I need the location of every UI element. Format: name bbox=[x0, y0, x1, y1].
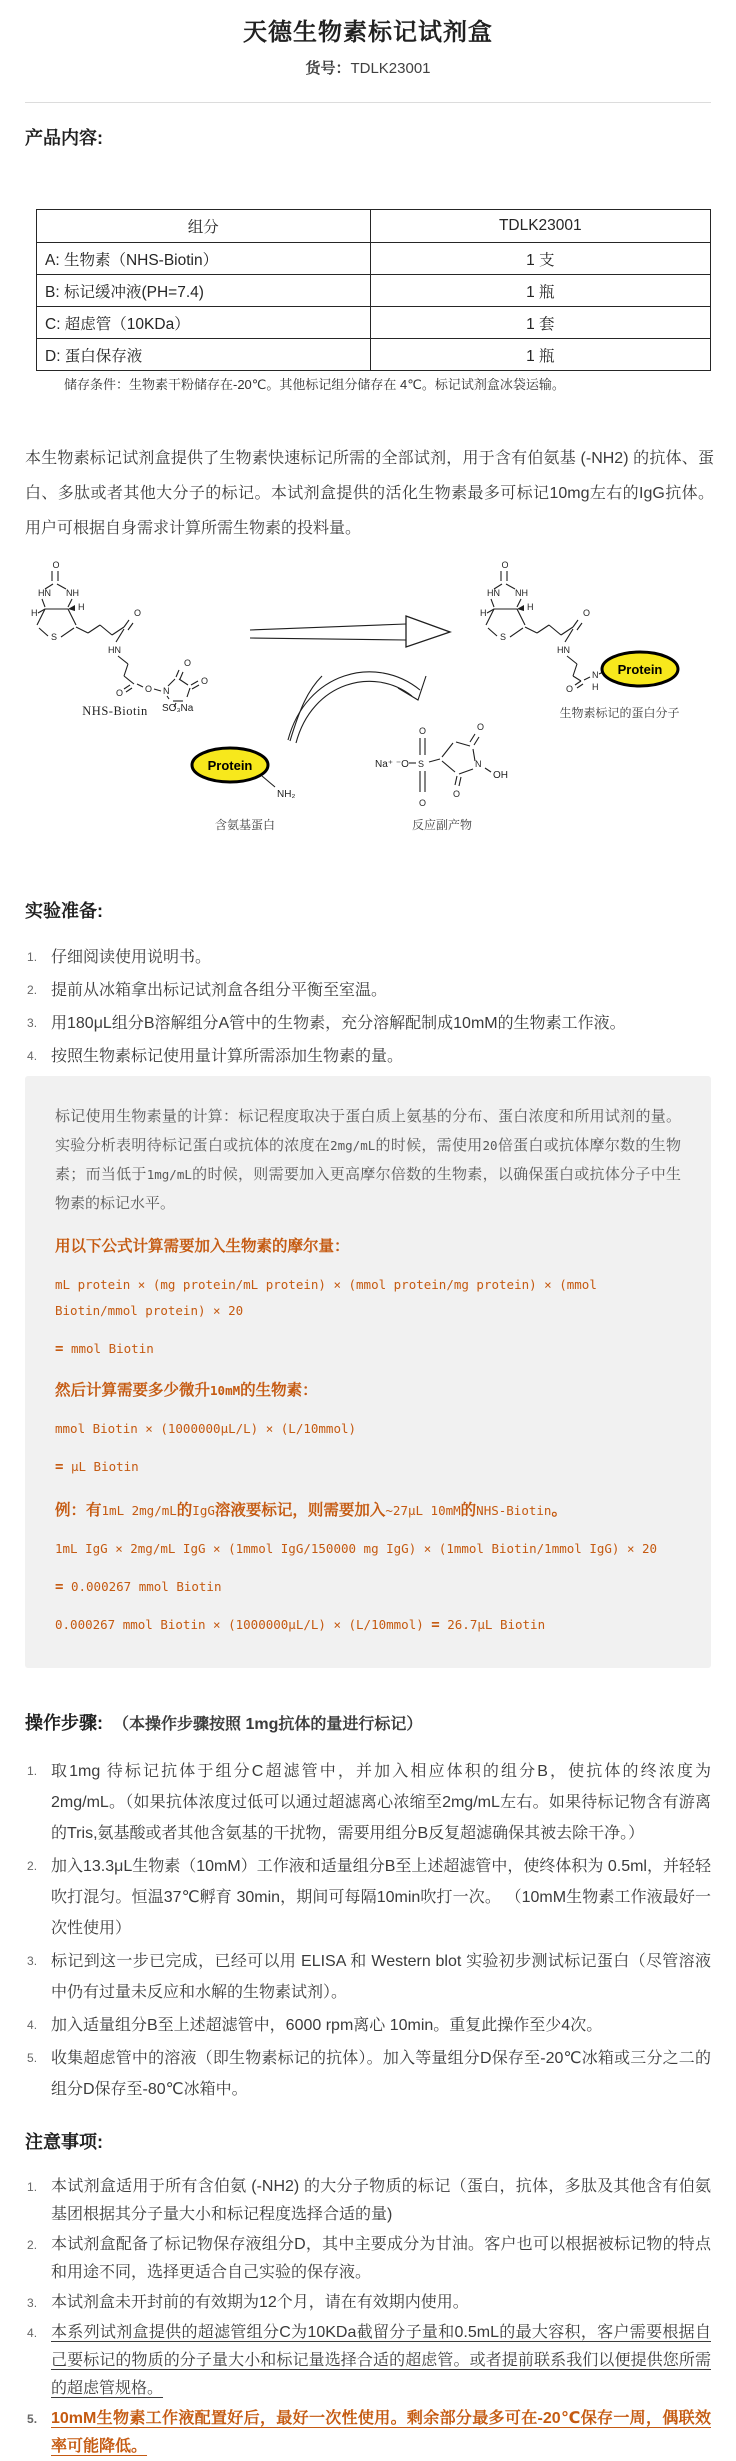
sku-line bbox=[0, 58, 736, 80]
list-item: 收集超虑管中的溶液（即生物素标记的抗体）。加入等量组分D保存至-20℃冰箱或三分之二的组分D保存至-80℃冰箱中。 bbox=[51, 2050, 711, 2098]
storage-note: 储存条件：生物素干粉储存在-20℃。其他标记组分储存在 4℃。标记试剂盒冰袋运输。 bbox=[64, 377, 565, 392]
formula1-label: 用以下公式计算需要加入生物素的摩尔量： bbox=[55, 1238, 350, 1255]
atom-h: H bbox=[592, 682, 599, 692]
kit-components-table bbox=[36, 209, 711, 371]
component-a: A: 生物素（NHS-Biotin） bbox=[37, 243, 371, 275]
text-segment: mmol Biotin bbox=[63, 1341, 154, 1356]
atom-h: H bbox=[480, 608, 487, 618]
section-head-prep: 实验准备: bbox=[25, 901, 103, 921]
section-head-products: 产品内容: bbox=[25, 128, 103, 148]
biotin-calculation-box bbox=[25, 1076, 711, 1668]
nhs-biotin-structure bbox=[28, 554, 263, 712]
document-page bbox=[0, 16, 736, 2461]
text-segment: 例：有 bbox=[55, 1502, 102, 1519]
example-line bbox=[55, 1498, 681, 1524]
text-segment: 1mg/mL bbox=[146, 1167, 192, 1182]
text-segment: 的 bbox=[176, 1502, 193, 1519]
atom-s: S bbox=[499, 632, 507, 642]
list-item: 用180μL组分B溶解组分A管中的生物素，充分溶解配制成10mM的生物素工作液。 bbox=[51, 1015, 626, 1032]
formula4 bbox=[55, 1612, 681, 1638]
formula1: mL protein × (mg protein/mL protein) × (mmol protein/mg protein) × (mmol Biotin/mmol protein) × 20 bbox=[55, 1277, 597, 1318]
text-segment: NHS-Biotin bbox=[476, 1503, 552, 1518]
list-item: 仔细阅读使用说明书。 bbox=[51, 949, 212, 966]
byproduct-label: 反应副产物 bbox=[411, 818, 472, 832]
divider-line bbox=[25, 102, 711, 103]
formula3: 1mL IgG × 2mg/mL IgG × (1mmol IgG/150000 mg IgG) × (1mmol Biotin/1mmol IgG) × 20 bbox=[55, 1541, 658, 1556]
text-segment: = bbox=[55, 1579, 64, 1595]
text-segment: 0.000267 mmol Biotin × (1000000μL/L) × (L/10mmol) bbox=[55, 1617, 432, 1632]
table-row bbox=[37, 243, 711, 275]
amine-protein-label: 含氨基蛋白 bbox=[214, 818, 275, 832]
reaction-scheme-figure bbox=[0, 554, 736, 846]
atom-o: O bbox=[477, 722, 485, 732]
component-b: B: 标记缓冲液(PH=7.4) bbox=[37, 275, 371, 307]
atom-o: O bbox=[419, 798, 427, 808]
atom-s: S bbox=[418, 759, 425, 769]
list-item: 本试剂盒配备了标记物保存液组分D，其中主要成分为甘油。客户也可以根据被标记物的特点和用途不同，选择更适合自己实验的保存液。 bbox=[51, 2236, 711, 2281]
table-row bbox=[37, 307, 711, 339]
reactant-label: NHS-Biotin bbox=[82, 704, 148, 718]
component-c-qty: 1 套 bbox=[370, 307, 710, 339]
page-title: 天德生物素标记试剂盒 bbox=[243, 19, 493, 46]
text-segment: 标记使用生物素量的计算：标记程度取决于蛋白质上氨基的分布、蛋白浓度和所用试剂的量。实验分析表明待标记蛋白或抗体的浓度在 bbox=[55, 1108, 681, 1154]
protein-label: Protein bbox=[207, 758, 253, 773]
nao3s-label: Na⁺ ⁻O bbox=[375, 759, 409, 770]
atom-h: H bbox=[78, 602, 85, 612]
section-head-notes: 注意事项: bbox=[25, 2132, 103, 2152]
atom-oh: OH bbox=[493, 770, 508, 781]
text-segment: 1mL 2mg/mL bbox=[101, 1503, 177, 1518]
sku-value: TDLK23001 bbox=[350, 60, 431, 77]
text-segment: 1mg bbox=[245, 1716, 279, 1733]
atom-hn: HN bbox=[108, 645, 121, 655]
notes-list bbox=[25, 2173, 711, 2461]
atom-nh: NH bbox=[66, 588, 79, 598]
table-row bbox=[37, 275, 711, 307]
formula2: mmol Biotin × (1000000μL/L) × (L/10mmol) bbox=[55, 1421, 357, 1436]
text-segment: 然后计算需要多少微升 bbox=[55, 1382, 211, 1399]
atom-o: O bbox=[134, 608, 142, 618]
text-segment: 26.7μL Biotin bbox=[439, 1617, 546, 1632]
prep-steps-list bbox=[25, 942, 711, 1072]
text-segment: 的时候，需使用 bbox=[375, 1137, 483, 1154]
section-head-ops bbox=[25, 1708, 711, 1738]
intro-paragraph: 本生物素标记试剂盒提供了生物素快速标记所需的全部试剂，用于含有伯氨基 (-NH2) 的抗体、蛋白、多肽或者其他大分子的标记。本试剂盒提供的活化生物素最多可标记10mg左右的IgG抗体。用户可根据自身需求计算所需生物素的投料量。 bbox=[25, 450, 714, 537]
atom-o: O bbox=[583, 608, 591, 618]
protein-label: Protein bbox=[617, 662, 663, 677]
text-segment: （本操作步骤按照 bbox=[113, 1716, 246, 1733]
atom-o: O bbox=[453, 789, 461, 799]
calc-explanation bbox=[55, 1102, 681, 1218]
atom-o: O bbox=[501, 560, 509, 570]
component-a-qty: 1 支 bbox=[370, 243, 710, 275]
table-row bbox=[37, 339, 711, 371]
list-item: 加入13.3μL生物素（10mM）工作液和适量组分B至上述超滤管中，使终体积为 0.5ml，并轻轻吹打混匀。恒温37℃孵育 30min，期间可每隔10min吹打一次。 （10mM生物素工作液最好一次性使用） bbox=[51, 1858, 711, 1937]
atom-h: H bbox=[527, 602, 534, 612]
text-segment: ~27μL 10mM bbox=[385, 1503, 461, 1518]
atom-o: O bbox=[52, 560, 60, 570]
list-item-warning: 10mM生物素工作液配置好后，最好一次性使用。剩余部分最多可在-20℃保存一周，偶联效率可能降低。 bbox=[51, 2410, 711, 2455]
amine-protein-structure bbox=[180, 740, 310, 810]
product-label: 生物素标记的蛋白分子 bbox=[559, 706, 680, 720]
atom-n: N bbox=[475, 759, 482, 769]
text-segment: 10mM bbox=[210, 1383, 241, 1398]
col-header-component: 组分 bbox=[37, 210, 371, 243]
text-segment: IgG bbox=[192, 1503, 215, 1518]
text-segment: 。 bbox=[551, 1502, 567, 1519]
atom-nh: NH bbox=[515, 588, 528, 598]
list-item: 本试剂盒适用于所有含伯氨 (-NH2) 的大分子物质的标记（蛋白，抗体，多肽及其他含有伯氨基团根据其分子量大小和标记程度选择合适的量) bbox=[51, 2178, 711, 2223]
atom-o: O bbox=[201, 676, 209, 686]
list-item: 提前从冰箱拿出标记试剂盒各组分平衡至室温。 bbox=[51, 982, 388, 999]
text-segment: = bbox=[55, 1459, 64, 1475]
text-segment: 0.000267 mmol Biotin bbox=[63, 1579, 222, 1594]
atom-o: O bbox=[145, 684, 153, 694]
text-segment: 倍蛋白或抗体摩尔数的生物素；而当低于 bbox=[55, 1137, 681, 1183]
text-segment: 操作步骤: bbox=[25, 1713, 103, 1733]
atom-hn: HN bbox=[487, 588, 500, 598]
text-segment: 的时候，则需要加入更高摩尔倍数的生物素，以确保蛋白或抗体分子中生物素的标记水平。 bbox=[55, 1166, 681, 1212]
list-item: 加入适量组分B至上述超滤管中，6000 rpm离心 10min。重复此操作至少4次。 bbox=[51, 2017, 603, 2034]
formula2-result bbox=[55, 1454, 681, 1480]
text-segment: 的生物素： bbox=[240, 1382, 318, 1399]
formula3-result bbox=[55, 1574, 681, 1600]
text-segment: 2mg/mL bbox=[330, 1138, 376, 1153]
formula2-label bbox=[55, 1378, 681, 1404]
atom-hn: HN bbox=[557, 645, 570, 655]
text-segment: 抗体的量进行标记） bbox=[278, 1716, 423, 1733]
component-c: C: 超虑管（10KDa） bbox=[37, 307, 371, 339]
atom-o: O bbox=[116, 688, 124, 698]
list-item: 取1mg 待标记抗体于组分C超滤管中，并加入相应体积的组分B，使抗体的终浓度为 2mg/mL。（如果抗体浓度过低可以通过超滤离心浓缩至2mg/mL左右。如果待标记物含有游离的Tris,氨基酸或者其他含氨基的干扰物，需要用组分B反复超滤确保其被去除干净。） bbox=[51, 1763, 711, 1842]
component-b-qty: 1 瓶 bbox=[370, 275, 710, 307]
list-item: 本试剂盒未开封前的有效期为12个月，请在有效期内使用。 bbox=[51, 2294, 469, 2311]
atom-s: S bbox=[50, 632, 58, 642]
byproduct-structure bbox=[365, 712, 555, 817]
col-header-sku: TDLK23001 bbox=[370, 210, 710, 243]
text-segment: 20 bbox=[482, 1138, 498, 1153]
text-segment: 的 bbox=[460, 1502, 477, 1519]
text-segment: = bbox=[431, 1617, 440, 1633]
sku-label: 货号： bbox=[305, 60, 351, 77]
text-segment: = bbox=[55, 1341, 64, 1357]
component-d: D: 蛋白保存液 bbox=[37, 339, 371, 371]
so3na-label: SO₃Na bbox=[162, 703, 194, 714]
component-d-qty: 1 瓶 bbox=[370, 339, 710, 371]
text-segment: 溶液要标记，则需要加入 bbox=[214, 1502, 386, 1519]
list-item: 标记到这一步已完成，已经可以用 ELISA 和 Western blot 实验初步测试标记蛋白（尽管溶液中仍有过量未反应和水解的生物素试剂）。 bbox=[51, 1953, 711, 2001]
atom-nh2: NH₂ bbox=[277, 789, 296, 800]
atom-hn: HN bbox=[38, 588, 51, 598]
atom-o: O bbox=[184, 658, 192, 668]
atom-o: O bbox=[419, 726, 427, 736]
operation-steps-list bbox=[25, 1756, 711, 2105]
atom-n: N bbox=[163, 686, 170, 696]
text-segment: μL Biotin bbox=[63, 1459, 139, 1474]
table-header-row bbox=[37, 210, 711, 243]
list-item: 按照生物素标记使用量计算所需添加生物素的量。 bbox=[51, 1048, 404, 1065]
formula1-result bbox=[55, 1336, 681, 1362]
list-item-underlined: 本系列试剂盒提供的超滤管组分C为10KDa截留分子量和0.5mL的最大容积，客户需要根据自己要标记的物质的分子量大小和标记量选择合适的超虑管。或者提前联系我们以便提供您所需的超虑管规格。 bbox=[51, 2324, 711, 2397]
atom-h: H bbox=[31, 608, 38, 618]
atom-o: O bbox=[566, 684, 574, 694]
atom-n: N bbox=[592, 670, 599, 680]
biotin-protein-structure bbox=[462, 554, 712, 694]
